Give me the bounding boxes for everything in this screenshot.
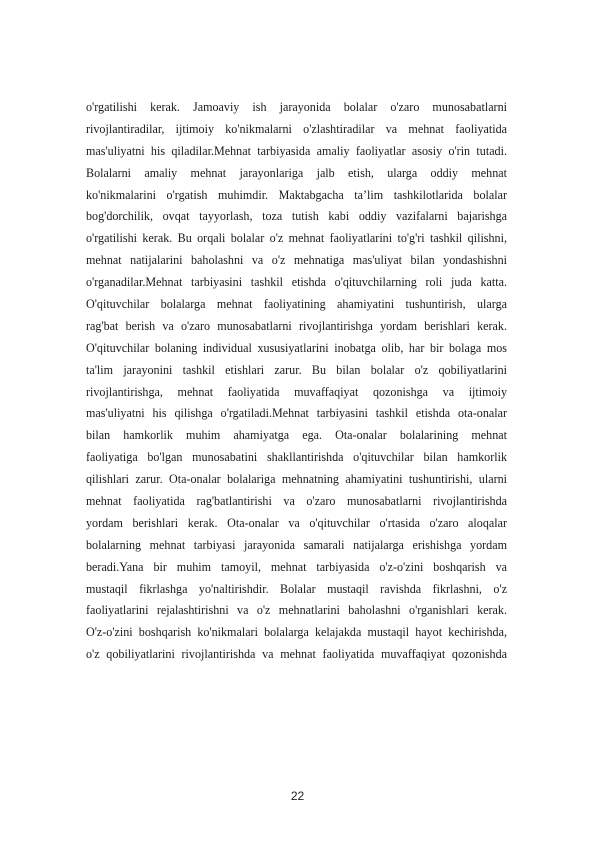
body-paragraph — [86, 97, 507, 666]
text-line: O'qituvchilar bolaning individual xususiyatlarini inobatga olib, har bir bolaga mos — [86, 340, 507, 355]
text-line: bog'dorchilik, ovqat tayyorlash, toza tutish kabi oddiy vazifalarni bajarishga — [86, 209, 507, 224]
text-line: Bolalarni amaliy mehnat jarayonlariga jalb etish, ularga oddiy mehnat — [86, 165, 507, 180]
text-line: qilishlari zarur. Ota-onalar bolalariga mehnatning ahamiyatini tushuntirishi, ularni — [86, 472, 507, 487]
text-line: O'qituvchilar bolalarga mehnat faoliyatining ahamiyatini tushuntirish, ularga — [86, 297, 507, 312]
text-line: mehnat faoliyatida rag'batlantirishi va o'zaro munosabatlarni rivojlantirishda — [86, 494, 507, 509]
text-line: O'z-o'zini boshqarish ko'nikmalari bolalarga kelajakda mustaqil hayot kechirishda, — [86, 625, 507, 640]
text-line: o'z qobiliyatlarini rivojlantirishda va mehnat faoliyatida muvaffaqiyat qozonishda — [86, 647, 507, 662]
text-line: rag'bat berish va o'zaro munosabatlarni rivojlantirishga yordam berishlari kerak. — [86, 318, 507, 333]
text-line: faoliyatlarini rejalashtirishni va o'z mehnatlarini baholashni o'rganishlari kerak. — [86, 603, 507, 618]
text-line: mas'uliyatni his qiladilar.Mehnat tarbiyasida amaliy faoliyatlar asosiy o'rin tutadi. — [86, 143, 507, 158]
text-line: faoliyatiga bo'lgan munosabatini shakllantirishda o'qituvchilar bilan hamkorlik — [86, 450, 507, 465]
text-line: ta'lim jarayonini tashkil etishlari zarur. Bu bilan bolalar o'z qobiliyatlarini — [86, 362, 507, 377]
text-line: bolalarning mehnat tarbiyasi jarayonida samarali natijalarga erishishga yordam — [86, 537, 507, 552]
text-line: o'rganadilar.Mehnat tarbiyasini tashkil etishda o'qituvchilarning roli juda katta. — [86, 275, 507, 290]
text-line: o'rgatilishi kerak. Bu orqali bolalar o'z mehnat faoliyatlarini to'g'ri tashkil qilishni, — [86, 231, 507, 246]
text-line: mehnat natijalarini baholashni va o'z mehnatiga mas'uliyat bilan yondashishni — [86, 253, 507, 268]
text-line: rivojlantiradilar, ijtimoiy ko'nikmalarni o'zlashtiradilar va mehnat faoliyatida — [86, 121, 507, 136]
text-line: beradi.Yana bir muhim tamoyil, mehnat tarbiyasida o'z-o'zini boshqarish va — [86, 559, 507, 574]
text-line: rivojlantirishga, mehnat faoliyatida muvaffaqiyat qozonishga va ijtimoiy — [86, 384, 507, 399]
text-line: yordam berishlari kerak. Ota-onalar va o'qituvchilar o'rtasida o'zaro aloqalar — [86, 515, 507, 530]
text-line: mas'uliyatni his qilishga o'rgatiladi.Mehnat tarbiyasini tashkil etishda ota-onalar — [86, 406, 507, 421]
text-line: mustaqil fikrlashga yo'naltirishdir. Bolalar mustaqil ravishda fikrlashni, o'z — [86, 581, 507, 596]
text-line: ko'nikmalarini o'rgatish muhimdir. Maktabgacha ta’lim tashkilotlarida bolalar — [86, 187, 507, 202]
text-line: bilan hamkorlik muhim ahamiyatga ega. Ota-onalar bolalarining mehnat — [86, 428, 507, 443]
page-number: 22 — [290, 789, 305, 803]
text-line: o'rgatilishi kerak. Jamoaviy ish jarayonida bolalar o'zaro munosabatlarni — [86, 100, 507, 114]
